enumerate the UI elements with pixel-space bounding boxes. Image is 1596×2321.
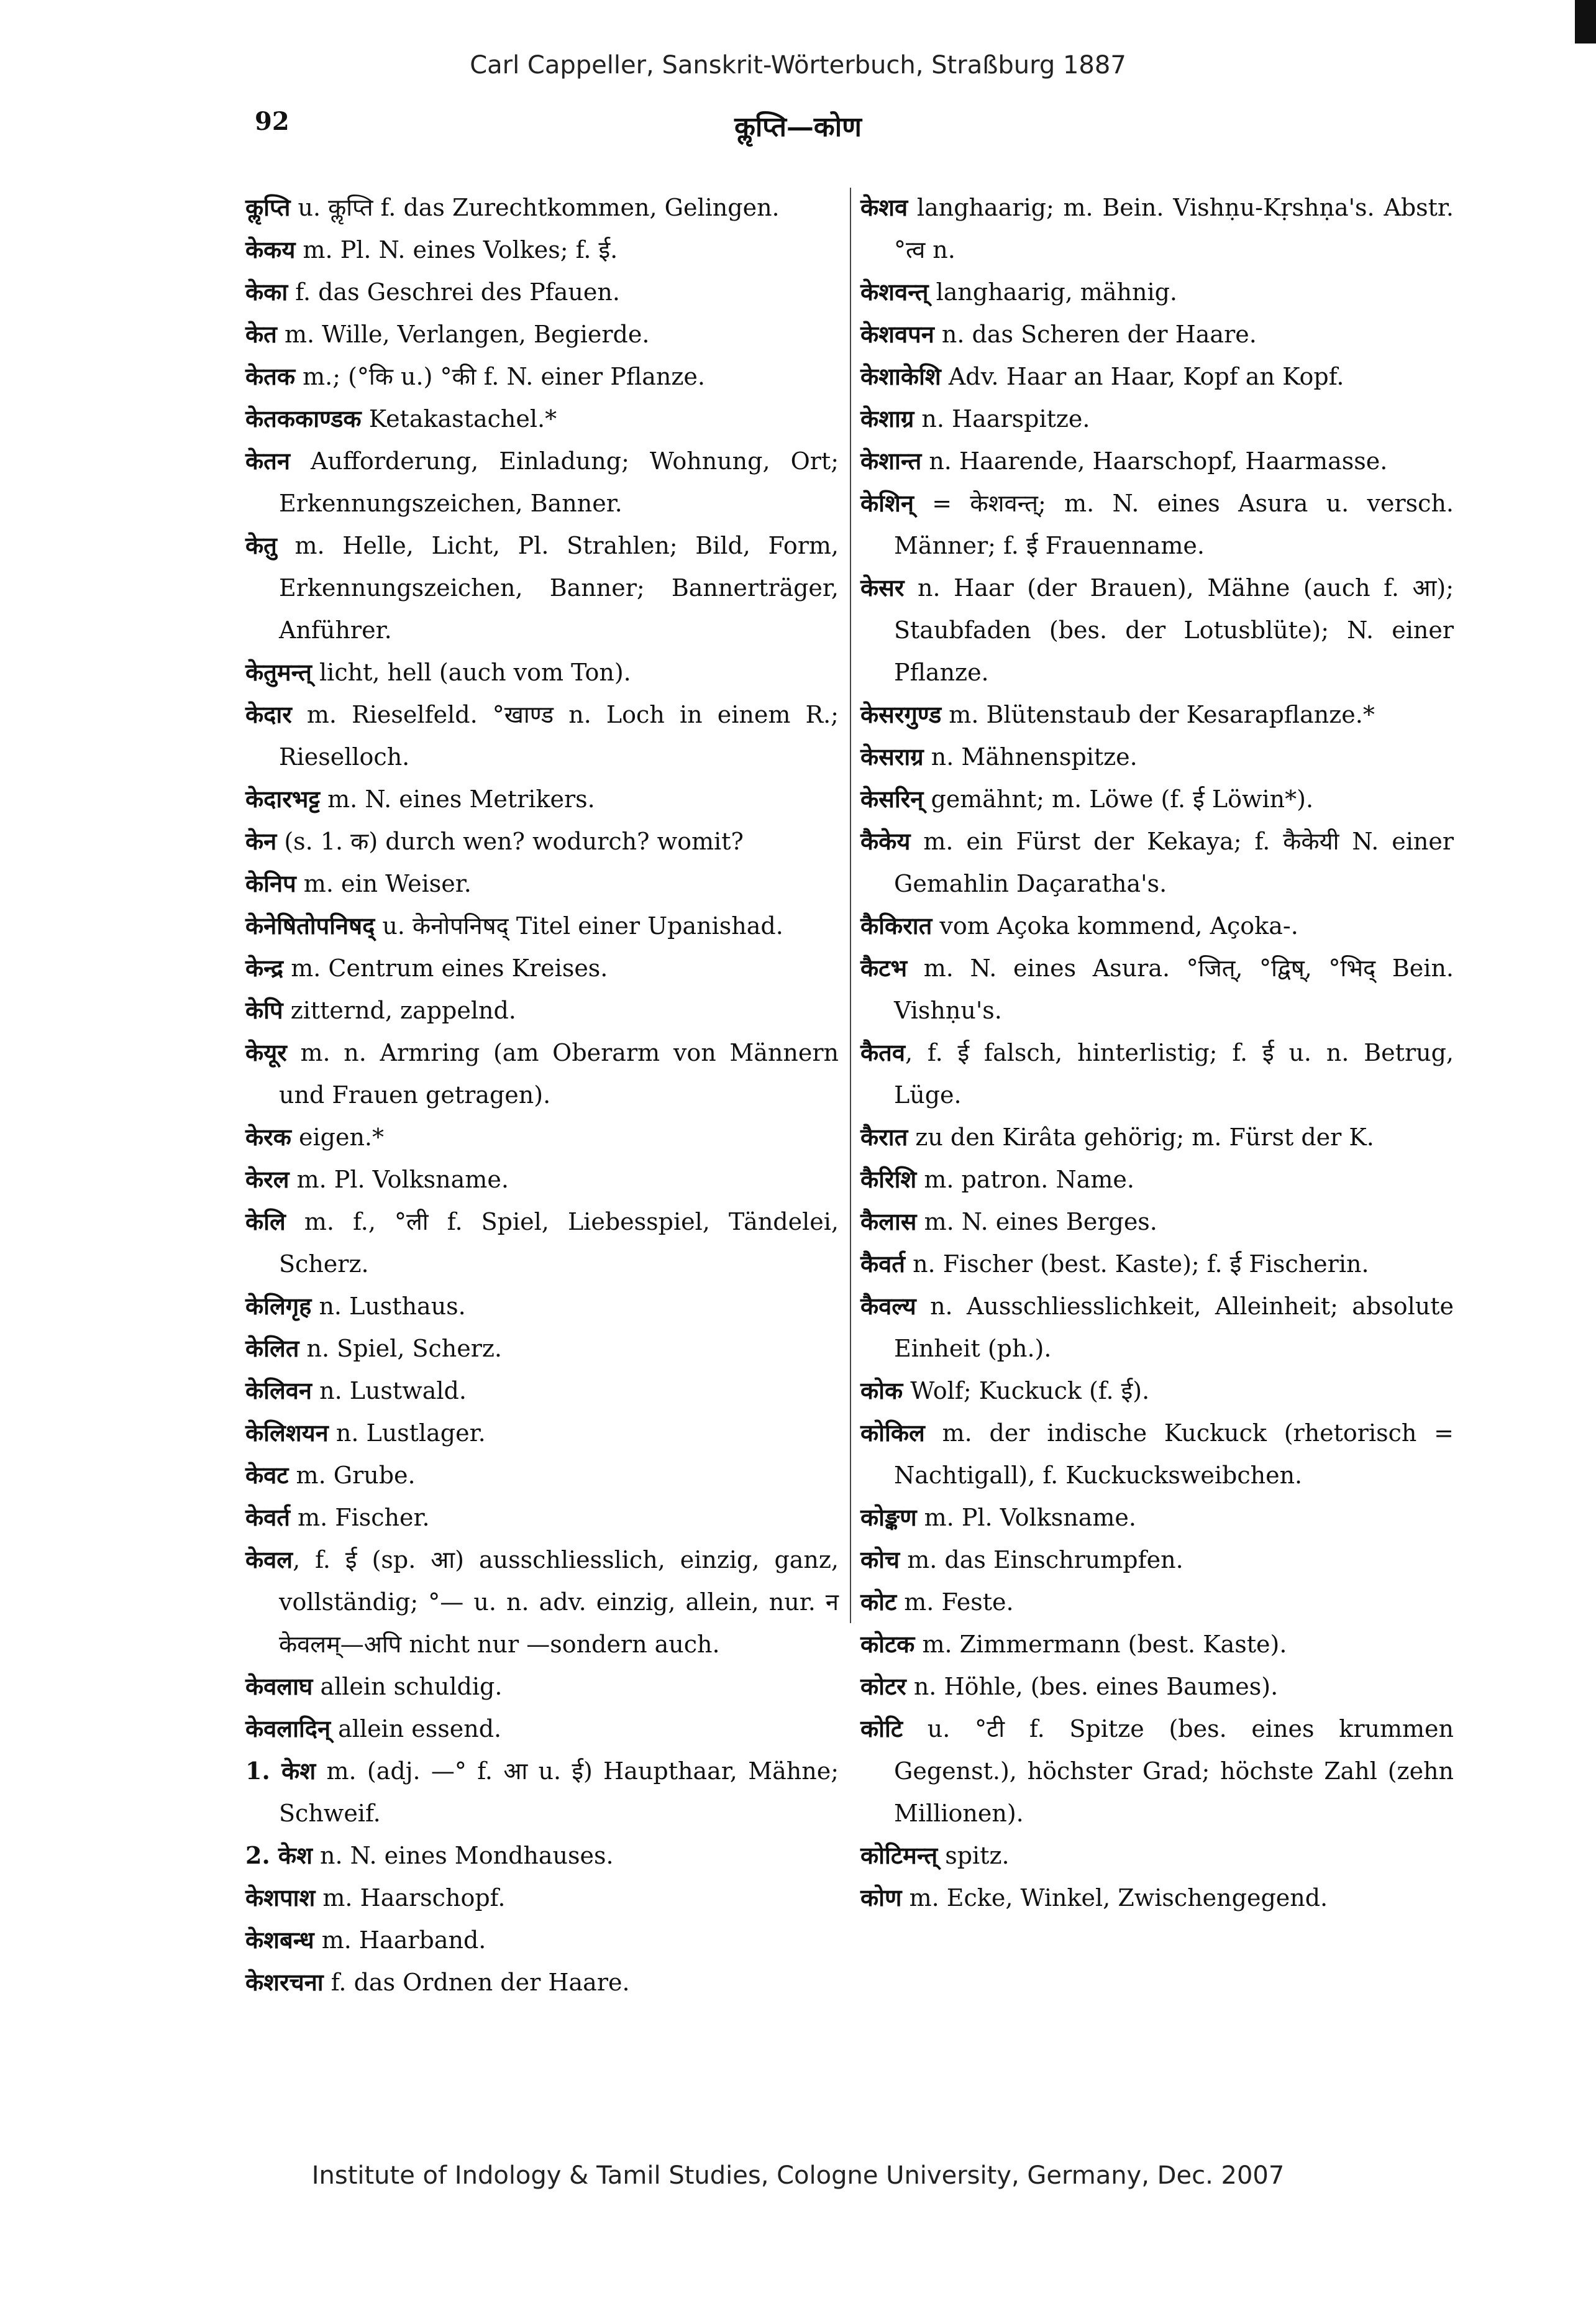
entry-definition: m. N. eines Metrikers. — [320, 785, 595, 813]
entry-definition: allein essend. — [331, 1715, 502, 1742]
dictionary-entry — [860, 736, 1454, 778]
entry-definition: m. Wille, Verlangen, Begierde. — [276, 321, 650, 348]
entry-headword: केवट — [245, 1461, 289, 1489]
dictionary-entry — [245, 524, 839, 651]
entry-headword: कोटक — [860, 1630, 915, 1658]
entry-headword: कोक — [860, 1376, 903, 1404]
entry-definition: , f. ई (sp. आ) ausschliesslich, einzig, ganz, vollständig; °— u. n. adv. einzig, allein, nur. न केवलम्—अपि nicht nur —sondern auch. — [279, 1546, 839, 1658]
entry-headword: केन — [245, 827, 277, 855]
dictionary-entry — [245, 651, 839, 694]
dictionary-entry — [860, 1285, 1454, 1370]
dictionary-entry — [245, 1327, 839, 1370]
entry-definition: m. Pl. N. eines Volkes; f. ई. — [295, 236, 618, 263]
entry-headword: कैवर्त — [860, 1250, 905, 1278]
entry-definition: langhaarig; m. Bein. Vishṇu-Kṛshṇa's. Abstr. °त्व n. — [894, 194, 1454, 263]
entry-headword: केशान्त — [860, 447, 922, 475]
entry-definition: m. n. Armring (am Oberarm von Männern und Frauen getragen). — [279, 1039, 839, 1109]
entry-definition: m.; (°कि u.) °की f. N. einer Pflanze. — [295, 363, 705, 390]
dictionary-entry — [245, 1919, 839, 1961]
entry-definition: u. कॢप्ति f. das Zurechtkommen, Gelingen. — [290, 194, 780, 221]
entry-headword: केशवपन — [860, 320, 934, 348]
entry-definition: n. Lusthaus. — [311, 1293, 466, 1320]
entry-headword: कैकेय — [860, 827, 911, 855]
entry-definition: Wolf; Kuckuck (f. ई). — [903, 1377, 1150, 1404]
entry-definition: langhaarig, mähnig. — [928, 278, 1177, 306]
dictionary-entry — [860, 567, 1454, 694]
entry-headword: केन्द्र — [245, 954, 284, 982]
running-head: कॢप्ति—कोण — [734, 111, 862, 143]
entry-headword: 2. केश — [245, 1841, 312, 1869]
entry-headword: कोटर — [860, 1672, 906, 1700]
entry-definition: = केशवन्त्; m. N. eines Asura u. versch. Männer; f. ई Frauenname. — [894, 490, 1454, 559]
entry-definition: spitz. — [937, 1842, 1010, 1869]
entry-definition: n. Fischer (best. Kaste); f. ई Fischerin. — [905, 1250, 1369, 1278]
entry-headword: केकय — [245, 236, 296, 263]
entry-headword: केपि — [245, 996, 283, 1024]
entry-definition: u. °टी f. Spitze (bes. eines krummen Gegenst.), höchster Grad; höchste Zahl (zehn Millionen). — [894, 1715, 1454, 1827]
entry-definition: m. Fischer. — [290, 1504, 430, 1531]
entry-headword: कैवल्य — [860, 1292, 916, 1320]
dictionary-entry — [860, 1623, 1454, 1665]
entry-headword: केवल — [245, 1545, 293, 1573]
entry-definition: licht, hell (auch vom Ton). — [311, 659, 631, 686]
dictionary-entry — [245, 355, 839, 398]
entry-headword: केसरगुण्ड — [860, 700, 942, 728]
dictionary-entry — [245, 1496, 839, 1539]
entry-definition: n. Haarende, Haarschopf, Haarmasse. — [921, 447, 1388, 475]
entry-headword: केशवन्त् — [860, 278, 929, 306]
dictionary-entry — [245, 778, 839, 820]
entry-headword: केलित — [245, 1334, 299, 1362]
entry-definition: (s. 1. क) durch wen? wodurch? womit? — [276, 828, 744, 855]
entry-headword: कैलास — [860, 1207, 917, 1235]
entry-headword: 1. केश — [245, 1757, 316, 1785]
dictionary-entry — [245, 1370, 839, 1412]
entry-definition: n. Haar (der Brauen), Mähne (auch f. आ); Staubfaden (bes. der Lotusblüte); N. einer Pflanze. — [894, 574, 1454, 686]
entry-headword: केरक — [245, 1123, 291, 1151]
dictionary-entry — [245, 989, 839, 1032]
dictionary-entry — [860, 1496, 1454, 1539]
dictionary-entry — [245, 1158, 839, 1201]
entry-definition: zu den Kirâta gehörig; m. Fürst der K. — [908, 1124, 1374, 1151]
entry-headword: केशाग्र — [860, 405, 914, 433]
dictionary-entry — [860, 1665, 1454, 1708]
dictionary-entry — [245, 1708, 839, 1750]
entry-definition: Ketakastachel.* — [361, 405, 557, 433]
entry-definition: n. Spiel, Scherz. — [299, 1335, 503, 1362]
entry-headword: केसरिन् — [860, 785, 924, 813]
entry-headword: केरल — [245, 1165, 290, 1193]
entry-headword: केतु — [245, 531, 277, 559]
dictionary-entry — [860, 186, 1454, 271]
dictionary-entry — [860, 1412, 1454, 1496]
entry-definition: f. das Geschrei des Pfauen. — [288, 278, 620, 306]
dictionary-entry — [245, 1961, 839, 2003]
dictionary-entry — [860, 1243, 1454, 1285]
entry-headword: केशव — [860, 193, 908, 221]
entry-definition: m. Zimmermann (best. Kaste). — [914, 1631, 1287, 1658]
entry-headword: केतककाण्डक — [245, 405, 362, 433]
dictionary-entry — [860, 355, 1454, 398]
dictionary-entry — [860, 1539, 1454, 1581]
entry-definition: m. ein Fürst der Kekaya; f. कैकेयी N. einer Gemahlin Daçaratha's. — [894, 828, 1454, 897]
dictionary-entry — [245, 863, 839, 905]
entry-headword: केतुमन्त् — [245, 658, 312, 686]
dictionary-entry — [860, 1370, 1454, 1412]
entry-definition: m. Pl. Volksname. — [289, 1166, 509, 1193]
dictionary-entry — [245, 1116, 839, 1158]
dictionary-entry — [860, 905, 1454, 947]
dictionary-entry — [860, 1581, 1454, 1623]
entry-headword: केनेषितोपनिषद् — [245, 912, 375, 940]
dictionary-entry — [245, 271, 839, 313]
dictionary-entry — [245, 440, 839, 524]
entry-definition: m. der indische Kuckuck (rhetorisch = Nachtigall), f. Kuckucksweibchen. — [894, 1419, 1454, 1489]
entry-headword: केवर्त — [245, 1503, 290, 1531]
entry-headword: कैटभ — [860, 954, 908, 982]
entry-headword: केशबन्ध — [245, 1926, 314, 1954]
entry-headword: केसर — [860, 574, 905, 602]
entry-definition: m. Pl. Volksname. — [916, 1504, 1136, 1531]
entry-definition: m. Haarschopf. — [315, 1884, 506, 1911]
entry-headword: केशपाश — [245, 1884, 316, 1911]
dictionary-entry — [245, 313, 839, 355]
entry-headword: कैकिरात — [860, 912, 933, 940]
entry-definition: m. Haarband. — [314, 1926, 486, 1954]
entry-definition: m. Ecke, Winkel, Zwischengegend. — [901, 1884, 1328, 1911]
entry-definition: n. Lustlager. — [328, 1419, 486, 1447]
entry-headword: केदारभट्ट — [245, 785, 321, 813]
dictionary-entry — [245, 1454, 839, 1496]
entry-headword: कोच — [860, 1545, 900, 1573]
digitization-credit: Institute of Indology & Tamil Studies, Cologne University, Germany, Dec. 2007 — [311, 2161, 1285, 2190]
entry-headword: केलिवन — [245, 1376, 312, 1404]
dictionary-entry — [860, 1708, 1454, 1834]
dictionary-entry — [245, 905, 839, 947]
entry-definition: m. Grube. — [288, 1462, 416, 1489]
entry-headword: केशाकेशि — [860, 362, 941, 390]
dictionary-entry — [245, 398, 839, 440]
dictionary-entry — [245, 1834, 839, 1877]
entry-definition: n. N. eines Mondhauses. — [312, 1842, 614, 1869]
entry-definition: n. Lustwald. — [312, 1377, 467, 1404]
entry-headword: केदार — [245, 700, 292, 728]
entry-definition: n. Höhle, (bes. eines Baumes). — [906, 1673, 1279, 1700]
entry-definition: gemähnt; m. Löwe (f. ई Löwin*). — [923, 785, 1314, 813]
dictionary-entry — [860, 440, 1454, 482]
entry-headword: केतक — [245, 362, 296, 390]
entry-definition: Aufforderung, Einladung; Wohnung, Ort; Erkennungszeichen, Banner. — [279, 447, 839, 517]
source-citation: Carl Cappeller, Sanskrit-Wörterbuch, Straßburg 1887 — [470, 51, 1126, 80]
entry-definition: vom Açoka kommend, Açoka-. — [932, 912, 1298, 940]
dictionary-entry — [860, 694, 1454, 736]
entry-definition: allein schuldig. — [312, 1673, 503, 1700]
entry-headword: केनिप — [245, 869, 296, 897]
entry-definition: m. Rieselfeld. °खाण्ड n. Loch in einem R.; Rieselloch. — [279, 701, 839, 771]
entry-headword: कोण — [860, 1884, 902, 1911]
entry-headword: केका — [245, 278, 288, 306]
entry-headword: केवलादिन् — [245, 1714, 331, 1742]
entry-definition: m. patron. Name. — [916, 1166, 1134, 1193]
dictionary-entry — [860, 1032, 1454, 1116]
dictionary-entry — [860, 947, 1454, 1032]
dictionary-entry — [245, 820, 839, 863]
dictionary-entry — [245, 1539, 839, 1665]
entry-definition: f. das Ordnen der Haare. — [323, 1969, 630, 1996]
dictionary-entry — [245, 1412, 839, 1454]
entry-headword: केयूर — [245, 1038, 287, 1066]
entry-headword: केलि — [245, 1207, 286, 1235]
entry-headword: कैतव — [860, 1038, 905, 1066]
entry-definition: m. N. eines Berges. — [916, 1208, 1157, 1235]
dictionary-entry — [245, 1285, 839, 1327]
entry-headword: कोकिल — [860, 1419, 925, 1447]
entry-definition: m. f., °ली f. Spiel, Liebesspiel, Tändelei, Scherz. — [279, 1208, 839, 1278]
entry-definition: m. Blütenstaub der Kesarapflanze.* — [941, 701, 1375, 728]
dictionary-entry — [860, 1834, 1454, 1877]
entry-headword: कोङ्कण — [860, 1503, 917, 1531]
dictionary-entry — [245, 1750, 839, 1834]
dictionary-entry — [245, 1032, 839, 1116]
entry-headword: केशरचना — [245, 1968, 324, 1996]
page-number: 92 — [255, 107, 290, 136]
entry-definition: m. Feste. — [896, 1588, 1014, 1616]
entry-definition: n. Ausschliesslichkeit, Alleinheit; absolute Einheit (ph.). — [894, 1293, 1454, 1362]
dictionary-entry — [860, 820, 1454, 905]
right-column — [860, 186, 1454, 1919]
entry-headword: केलिशयन — [245, 1419, 329, 1447]
entry-definition: u. केनोपनिषद् Titel einer Upanishad. — [375, 912, 783, 940]
dictionary-entry — [860, 398, 1454, 440]
dictionary-entry — [860, 482, 1454, 567]
entry-headword: केतन — [245, 447, 290, 475]
entry-definition: Adv. Haar an Haar, Kopf an Kopf. — [941, 363, 1344, 390]
entry-headword: कोटि — [860, 1714, 903, 1742]
dictionary-entry — [860, 1877, 1454, 1919]
dictionary-entry — [245, 1665, 839, 1708]
entry-definition: m. Centrum eines Kreises. — [283, 954, 608, 982]
entry-headword: केशिन् — [860, 489, 914, 517]
entry-headword: कॢप्ति — [245, 193, 291, 221]
entry-definition: m. das Einschrumpfen. — [900, 1546, 1183, 1573]
scan-corner-mark — [1575, 0, 1596, 43]
entry-definition: eigen.* — [291, 1124, 385, 1151]
entry-definition: m. ein Weiser. — [296, 870, 472, 897]
dictionary-entry — [245, 1201, 839, 1285]
entry-headword: कोटिमन्त् — [860, 1841, 938, 1869]
dictionary-entry — [860, 1201, 1454, 1243]
entry-definition: n. Mähnenspitze. — [923, 743, 1138, 771]
entry-headword: कैरात — [860, 1123, 908, 1151]
entry-definition: zitternd, zappelnd. — [283, 997, 516, 1024]
dictionary-entry — [860, 1116, 1454, 1158]
entry-headword: केलिगृह — [245, 1292, 312, 1320]
dictionary-entry — [860, 1158, 1454, 1201]
entry-headword: केवलाघ — [245, 1672, 313, 1700]
dictionary-entry — [245, 1877, 839, 1919]
dictionary-entry — [245, 947, 839, 989]
entry-definition: m. Helle, Licht, Pl. Strahlen; Bild, Form, Erkennungszeichen, Banner; Bannerträger, Anführer. — [276, 532, 839, 644]
entry-headword: कैरिशि — [860, 1165, 917, 1193]
left-column — [245, 186, 839, 2003]
dictionary-entry — [860, 271, 1454, 313]
entry-headword: केत — [245, 320, 277, 348]
column-divider — [850, 188, 851, 1623]
entry-definition: n. Haarspitze. — [914, 405, 1090, 433]
entry-definition: , f. ई falsch, hinterlistig; f. ई u. n. Betrug, Lüge. — [894, 1039, 1454, 1109]
entry-headword: केसराग्र — [860, 743, 924, 771]
dictionary-entry — [245, 186, 839, 229]
dictionary-entry — [860, 313, 1454, 355]
dictionary-entry — [860, 778, 1454, 820]
dictionary-entry — [245, 694, 839, 778]
dictionary-entry — [245, 229, 839, 271]
entry-definition: m. N. eines Asura. °जित्, °द्विष्, °भिद् Bein. Vishṇu's. — [894, 954, 1454, 1024]
entry-definition: m. (adj. —° f. आ u. ई) Haupthaar, Mähne; Schweif. — [279, 1757, 839, 1827]
entry-headword: कोट — [860, 1588, 897, 1616]
entry-definition: n. das Scheren der Haare. — [934, 321, 1257, 348]
